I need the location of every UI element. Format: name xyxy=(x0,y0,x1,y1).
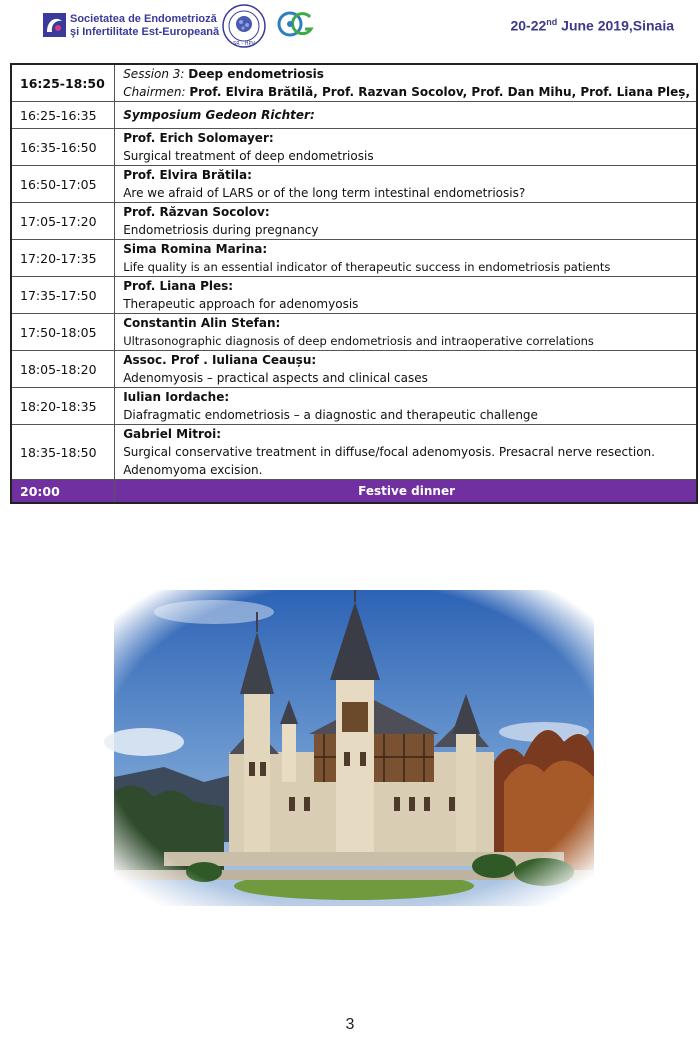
table-row xyxy=(11,166,697,203)
table-row xyxy=(11,351,697,388)
session-time-text: 16:25-18:50 xyxy=(20,75,105,91)
table-row xyxy=(11,203,697,240)
session-row xyxy=(11,64,697,102)
talk-info xyxy=(115,203,697,240)
talk-info xyxy=(115,240,697,277)
page-header xyxy=(0,0,700,60)
talk-info xyxy=(115,166,697,203)
org-name-line1: Societatea de Endometrioză xyxy=(70,13,217,25)
talk-title: Life quality is an essential indicator of therapeutic success in endometriosis patients xyxy=(123,260,611,274)
talk-speaker: Iulian Iordache: xyxy=(123,390,230,404)
society-logo xyxy=(42,12,218,42)
talk-time: 18:20-18:35 xyxy=(11,388,115,425)
talk-title: Ultrasonographic diagnosis of deep endometriosis and intraoperative correlations xyxy=(123,334,594,348)
dinner-title: Festive dinner xyxy=(115,480,697,504)
talk-speaker: Prof. Elvira Brătila: xyxy=(123,168,252,182)
talk-title: Surgical treatment of deep endometriosis xyxy=(123,149,374,163)
dinner-time: 20:00 xyxy=(11,480,115,504)
talk-speaker: Assoc. Prof . Iuliana Ceaușu: xyxy=(123,353,317,367)
castle-illustration xyxy=(104,582,604,912)
society-mark-icon xyxy=(42,12,67,38)
talk-time: 17:20-17:35 xyxy=(11,240,115,277)
date-days: 20-22 xyxy=(510,17,547,34)
talk-speaker: Prof. Răzvan Socolov: xyxy=(123,205,270,219)
date-place: June 2019,Sinaia xyxy=(557,17,674,34)
program-table xyxy=(10,63,698,504)
table-row xyxy=(11,388,697,425)
org-name-line2: şi Infertilitate Est-Europeană xyxy=(70,26,220,38)
table-row xyxy=(11,425,697,480)
talk-info xyxy=(115,277,697,314)
og-logo-icon xyxy=(277,9,317,39)
talk-title: Surgical conservative treatment in diffuse/focal adenomyosis. Presacral nerve resection. Adenomyoma excision. xyxy=(123,445,655,477)
talk-title: Are we afraid of LARS or of the long term intestinal endometriosis? xyxy=(123,186,526,200)
table-row xyxy=(11,277,697,314)
talk-info xyxy=(115,351,697,388)
talk-title: Therapeutic approach for adenomyosis xyxy=(123,297,359,311)
session-title: Deep endometriosis xyxy=(188,67,324,81)
talk-speaker: Prof. Erich Solomayer: xyxy=(123,131,274,145)
session-label: Session 3: xyxy=(123,67,185,81)
talk-title: Adenomyosis – practical aspects and clinical cases xyxy=(123,371,428,385)
session-info xyxy=(115,64,697,102)
sr-hpv-seal-icon xyxy=(222,4,266,48)
table-row xyxy=(11,129,697,166)
date-suffix: nd xyxy=(546,17,558,27)
table-row xyxy=(11,314,697,351)
session-time xyxy=(11,64,115,102)
castle-photo xyxy=(104,582,604,912)
symposium-title-text: Symposium Gedeon Richter: xyxy=(123,108,315,122)
page-number: 3 xyxy=(345,1016,355,1033)
talk-time: 18:05-18:20 xyxy=(11,351,115,388)
talk-info xyxy=(115,388,697,425)
seal-caption: SR - HPV xyxy=(233,41,255,47)
event-date xyxy=(484,17,674,34)
talk-speaker: Constantin Alin Stefan: xyxy=(123,316,281,330)
talk-time: 16:50-17:05 xyxy=(11,166,115,203)
talk-time: 17:35-17:50 xyxy=(11,277,115,314)
talk-title: Endometriosis during pregnancy xyxy=(123,223,319,237)
symposium-row xyxy=(11,102,697,129)
talk-time: 16:35-16:50 xyxy=(11,129,115,166)
chair-label: Chairmen: xyxy=(123,85,186,99)
talk-time: 18:35-18:50 xyxy=(11,425,115,480)
talk-speaker: Prof. Liana Ples: xyxy=(123,279,234,293)
talk-title: Diafragmatic endometriosis – a diagnostic and therapeutic challenge xyxy=(123,408,538,422)
symposium-time: 16:25-16:35 xyxy=(11,102,115,129)
symposium-title xyxy=(115,102,697,129)
talk-speaker: Sima Romina Marina: xyxy=(123,242,268,256)
table-row xyxy=(11,240,697,277)
talk-time: 17:05-17:20 xyxy=(11,203,115,240)
talk-info xyxy=(115,314,697,351)
talk-time: 17:50-18:05 xyxy=(11,314,115,351)
talk-speaker: Gabriel Mitroi: xyxy=(123,427,222,441)
talk-info xyxy=(115,129,697,166)
dinner-row xyxy=(11,480,697,504)
talk-info xyxy=(115,425,697,480)
chairmen-names: Prof. Elvira Brătilă, Prof. Razvan Socolov, Prof. Dan Mihu, Prof. Liana Pleș, xyxy=(189,85,690,99)
